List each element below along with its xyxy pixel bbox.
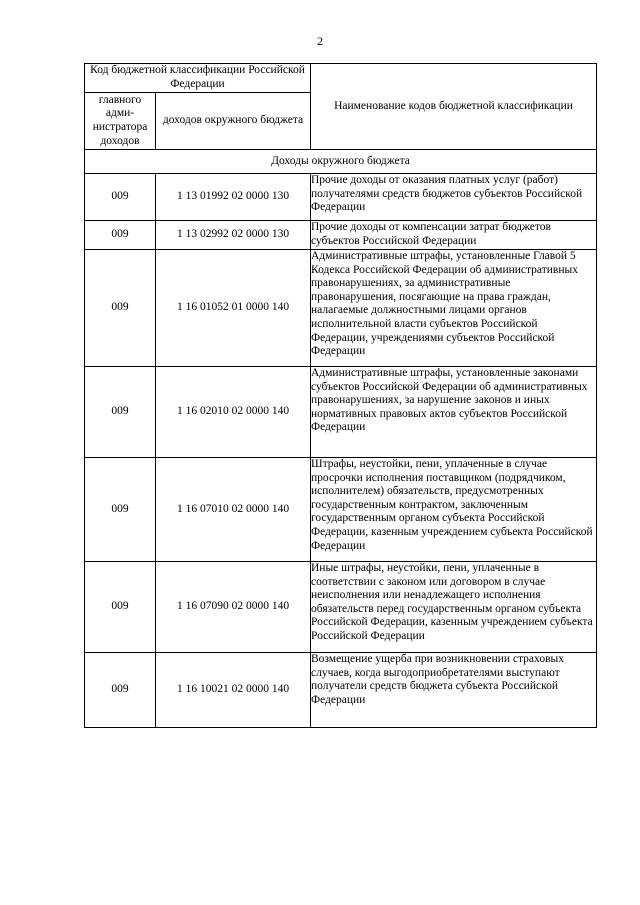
table-row [85, 174, 597, 221]
budget-classification-table [84, 63, 597, 728]
admin-code-cell: 009 [85, 174, 156, 221]
revenue-code-cell: 1 16 01052 01 0000 140 [156, 250, 311, 367]
table-row [85, 458, 597, 562]
table-row [85, 562, 597, 653]
code-name-cell: Штрафы, неустойки, пени, уплаченные в случае просрочки исполнения поставщиком (подрядчиком, исполнителем) обязательств, предусмотренных государственным контрактом, заключенным государственным органом субъекта Российской Федерации, казенным учреждением субъекта Российской Федерации [311, 458, 597, 562]
code-name-cell: Административные штрафы, установленные законами субъектов Российской Федерации об административных правонарушениях, за нарушение законов и иных нормативных правовых актов субъектов Российской Федерации [311, 367, 597, 458]
code-name-cell: Прочие доходы от оказания платных услуг (работ) получателями средств бюджетов субъектов Российской Федерации [311, 174, 597, 221]
revenue-code-cell: 1 16 02010 02 0000 140 [156, 367, 311, 458]
admin-code-cell: 009 [85, 367, 156, 458]
revenue-code-cell: 1 16 07090 02 0000 140 [156, 562, 311, 653]
table-row [85, 367, 597, 458]
header-main-administrator: главного адми-нистратора доходов [85, 93, 156, 150]
header-code-name: Наименование кодов бюджетной классификации [311, 64, 597, 150]
admin-code-cell: 009 [85, 562, 156, 653]
table-row [85, 221, 597, 250]
code-name-cell: Прочие доходы от компенсации затрат бюджетов субъектов Российской Федерации [311, 221, 597, 250]
page-number: 2 [317, 34, 323, 48]
header-budget-classification-code: Код бюджетной классификации Российской Федерации [85, 64, 311, 93]
section-title: Доходы окружного бюджета [85, 150, 597, 174]
admin-code-cell: 009 [85, 221, 156, 250]
revenue-code-cell: 1 13 02992 02 0000 130 [156, 221, 311, 250]
admin-code-cell: 009 [85, 250, 156, 367]
code-name-cell: Возмещение ущерба при возникновении страховых случаев, когда выгодоприобретателями выступают получатели средств бюджета субъекта Российской Федерации [311, 653, 597, 728]
code-name-cell: Административные штрафы, установленные Главой 5 Кодекса Российской Федерации об административных правонарушениях, за административные правонарушения, посягающие на права граждан, налагаемые должностными лицами органов исполнительной власти субъектов Российской Федерации, учреждениями субъектов Российской Федерации [311, 250, 597, 367]
header-district-budget-revenue: доходов окружного бюджета [156, 93, 311, 150]
revenue-code-cell: 1 16 07010 02 0000 140 [156, 458, 311, 562]
admin-code-cell: 009 [85, 653, 156, 728]
admin-code-cell: 009 [85, 458, 156, 562]
table-row [85, 653, 597, 728]
table-row [85, 250, 597, 367]
revenue-code-cell: 1 13 01992 02 0000 130 [156, 174, 311, 221]
revenue-code-cell: 1 16 10021 02 0000 140 [156, 653, 311, 728]
code-name-cell: Иные штрафы, неустойки, пени, уплаченные в соответствии с законом или договором в случае неисполнения или ненадлежащего исполнения обязательств перед государственным органом субъекта Российской Федерации, казенным учреждением субъекта Российской Федерации [311, 562, 597, 653]
